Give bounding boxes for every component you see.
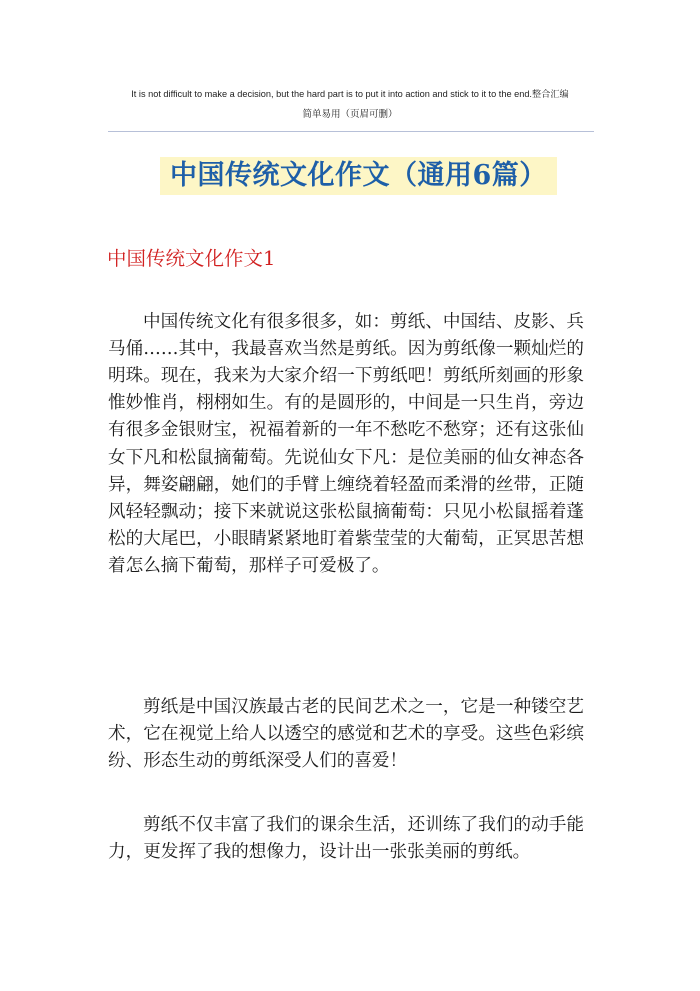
paragraph: 中国传统文化有很多很多，如：剪纸、中国结、皮影、兵马俑……其中，我最喜欢当然是剪纸。因为剪纸像一颗灿烂的明珠。现在，我来为大家介绍一下剪纸吧！剪纸所刻画的形象惟妙惟肖，栩栩如生。有的是圆形的，中间是一只生肖，旁边有很多金银财宝，祝福着新的一年不愁吃不愁穿；还有这张仙女下凡和松鼠摘葡萄。先说仙女下凡：是位美丽的仙女神态各异，舞姿翩翩，她们的手臂上缠绕着轻盈而柔滑的丝带，正随风轻轻飘动；接下来就说这张松鼠摘葡萄：只见小松鼠摇着蓬松的大尾巴，小眼睛紧紧地盯着紫莹莹的大葡萄，正冥思苦想着怎么摘下葡萄，那样子可爱极了。 [108,311,584,577]
document-title: 中国传统文化作文（通用6篇） [160,157,557,195]
paragraph: 剪纸是中国汉族最古老的民间艺术之一，它是一种镂空艺术，它在视觉上给人以透空的感觉和艺术的享受。这些色彩缤纷、形态生动的剪纸深受人们的喜爱！ [108,696,584,771]
header-note: 简单易用（页眉可删） [302,109,398,120]
header-divider [108,131,594,132]
section-heading: 中国传统文化作文1 [107,247,276,270]
header-quote: It is not difficult to make a decision, but the hard part is to put it into action and stick to it to the end.整合汇编 [131,89,569,99]
paragraph: 剪纸不仅丰富了我们的课余生活，还训练了我们的动手能力，更发挥了我的想像力，设计出一张张美丽的剪纸。 [108,814,584,862]
